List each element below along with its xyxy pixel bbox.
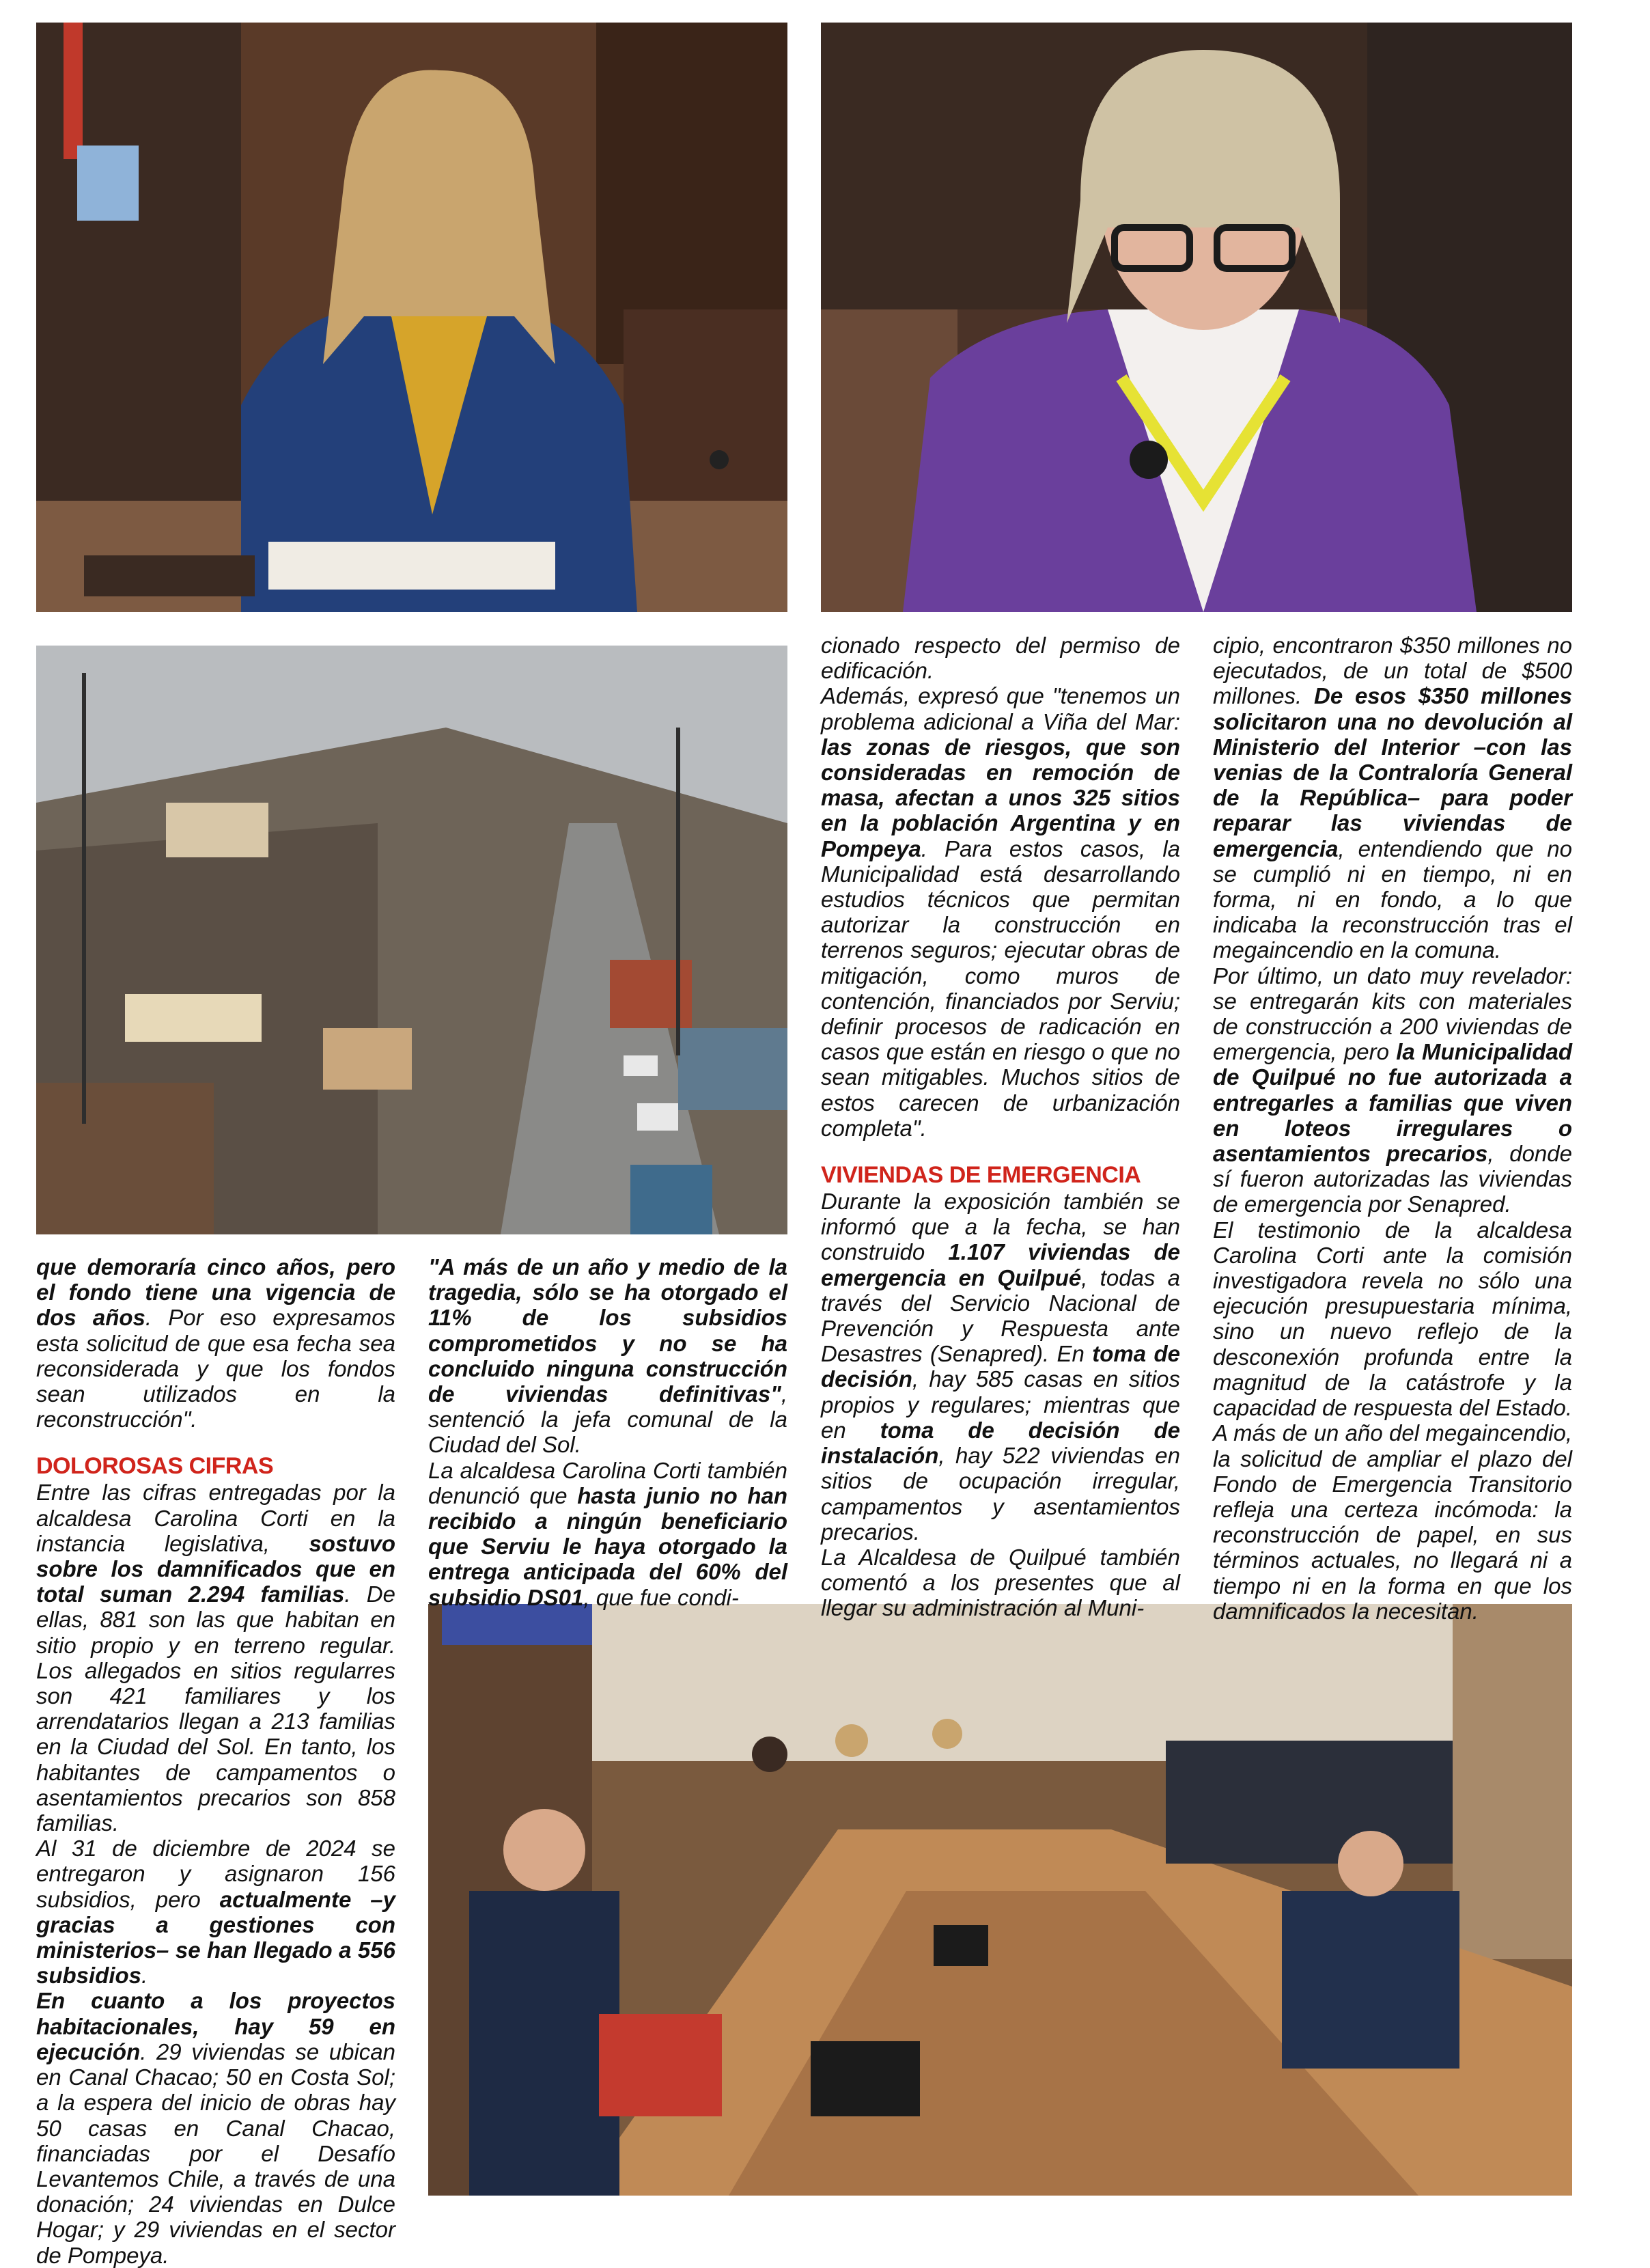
text-testimonio: El testimonio de la alcaldesa Carolina Corti ante la comisión investigadora revela no sólo una ejecución presupuestaria mínima, sino un nuevo reflejo de la desconexión profunda entre la magnitud de la catástrofe y la capacidad de respuesta del Estado. A más de un año del megaincendio, la solicitud de ampliar el plazo del Fondo de Emergencia Transitorio refleja una certeza incómoda: la reconstrucción de papel, en sus términos actuales, no llegará ni a tiempo ni en la forma en que los damnificados la necesitan. [1213,1217,1572,1624]
text-350-millones: cipio, encontraron $350 millones no ejecutados, de un total de $500 millones. [1213,633,1572,709]
text-senapred-authorized: , donde sí fueron autorizadas las viviendas de emergencia por Senapred. [1213,1141,1572,1217]
heading-dolorosas-cifras: DOLOROSAS CIFRAS [36,1453,274,1480]
column-1 [36,1254,395,2268]
photo-damaged-street [36,646,787,1234]
text-administration: La Alcaldesa de Quilpué también comentó a los presentes que al llegar su administración al Muni- [821,1544,1180,1621]
text-denuncia: La alcaldesa Carolina Corti también denunció que [428,1457,787,1508]
text-projects-breakdown: . 29 viviendas se ubican en Canal Chacao; 50 en Costa Sol; a la espera del inicio de obras hay 50 casas en Canal Chacao, financiadas por el Desafío Levantemos Chile, a través de una donación; 24 viviendas en Dulce Hogar; y 29 viviendas en el sector de Pompeya. [36,2038,395,2268]
quote-fund-duration: que demoraría cinco años, pero el fondo tiene una vigencia de dos años [36,1254,395,1331]
text-period: . [141,1963,148,1989]
text-585-casas: , hay 585 casas en sitios propios y regulares; mientras que en [821,1366,1180,1443]
text-no-devolucion: De esos $350 millones solicitaron una no devolución al Ministerio del Interior –con las venias de la Contraloría General de la República– para poder reparar las viviendas de emergencia [1213,683,1572,861]
text-families-breakdown: . De ellas, 881 son las que habitan en sitio propio y en terreno regular. Los allegados en sitios regularres son 421 familiares y los arrendatarios llegan a 213 familias en la Ciudad del Sol. En tanto, los habitantes de campamentos o asentamientos precarios son 858 familias. [36,1581,395,1836]
text-subsidies-current: actualmente –y gracias a gestiones con ministerios– se han llegado a 556 subsidios [36,1886,395,1989]
text-kits: Por último, un dato muy revelador: se entregarán kits con materiales de construcción a 200 viviendas de emergencia, pero [1213,963,1572,1065]
text-sentence: , sentenció la jefa comunal de la Ciudad del Sol. [428,1381,787,1458]
photo-commission-meeting [428,1604,1572,2196]
heading-viviendas-emergencia: VIVIENDAS DE EMERGENCIA [821,1162,1141,1189]
text-subsidies-2024: Al 31 de diciembre de 2024 se entregaron y asignaron 156 subsidios, pero [36,1836,395,1912]
column-3 [821,633,1180,1621]
text-senapred: , todas a través del Servicio Nacional de Prevención y Respuesta ante Desastres (Senapred). En [821,1264,1180,1367]
text-exposicion: Durante la exposición también se informó que a la fecha, se han construido [821,1189,1180,1265]
text-permiso: cionado respecto del permiso de edificación. [821,633,1180,684]
text-request: . Por eso expresamos esta solicitud de que esa fecha sea reconsiderada y que los fondos sean utilizados en la reconstrucción". [36,1305,395,1433]
text-not-authorized: la Municipalidad de Quilpué no fue autorizada a entregarles a familias que viven en loteos irregulares o asentamientos precarios [1213,1039,1573,1167]
text-condi: , que fue condi- [583,1584,739,1610]
text-no-beneficiary: hasta junio no han recibido a ningún beneficiario que Serviu le haya otorgado la entrega anticipada del 60% del subsidio DS01 [428,1482,787,1610]
text-risk-zones: las zonas de riesgos, que son consideradas en remoción de masa, afectan a unos 325 sitios en la población Argentina y en Pompeya [821,734,1180,861]
quote-subsidies-11: "A más de un año y medio de la tragedia, sólo se ha otorgado el 11% de los subsidios comprometidos y no se ha concluido ninguna construcción de viviendas definitivas" [428,1254,787,1407]
text-toma-instalacion: toma de decisión de instalación [821,1417,1180,1469]
photo-official-speaking [821,23,1572,612]
photo-mayor-speaking [36,23,787,612]
text-cifras-intro: Entre las cifras entregadas por la alcaldesa Carolina Corti en la instancia legislativa, [36,1480,395,1556]
column-2 [428,1254,787,1610]
text-entendiendo: , entendiendo que no se cumplió ni en tiempo, ni en forma, ni en fondo, a lo que indicaba la reconstrucción tras el megaincendio en la comuna. [1213,835,1572,963]
text-1107-viviendas: 1.107 viviendas de emergencia en Quilpué [821,1239,1180,1290]
text-toma-decision: toma de decisión [821,1341,1180,1392]
text-522-viviendas: , hay 522 viviendas en sitios de ocupación irregular, campamentos y asentamientos precarios. [821,1443,1180,1545]
text-ademas: Además, expresó que "tenemos un problema adicional a Viña del Mar: [821,683,1180,734]
text-municipal-studies: . Para estos casos, la Municipalidad está desarrollando estudios técnicos que permitan autorizar la construcción en terrenos seguros; ejecutar obras de mitigación, como muros de contención, financiados por Serviu; definir procesos de radicación en casos que están en riesgo o que no sean mitigables. Muchos sitios de estos carecen de urbanización completa". [821,835,1180,1141]
text-total-families: sostuvo sobre los damnificados que en total suman 2.294 familias [36,1530,395,1607]
column-4 [1213,633,1572,1624]
text-projects-execution: En cuanto a los proyectos habitacionales, hay 59 en ejecución [36,1988,395,2064]
